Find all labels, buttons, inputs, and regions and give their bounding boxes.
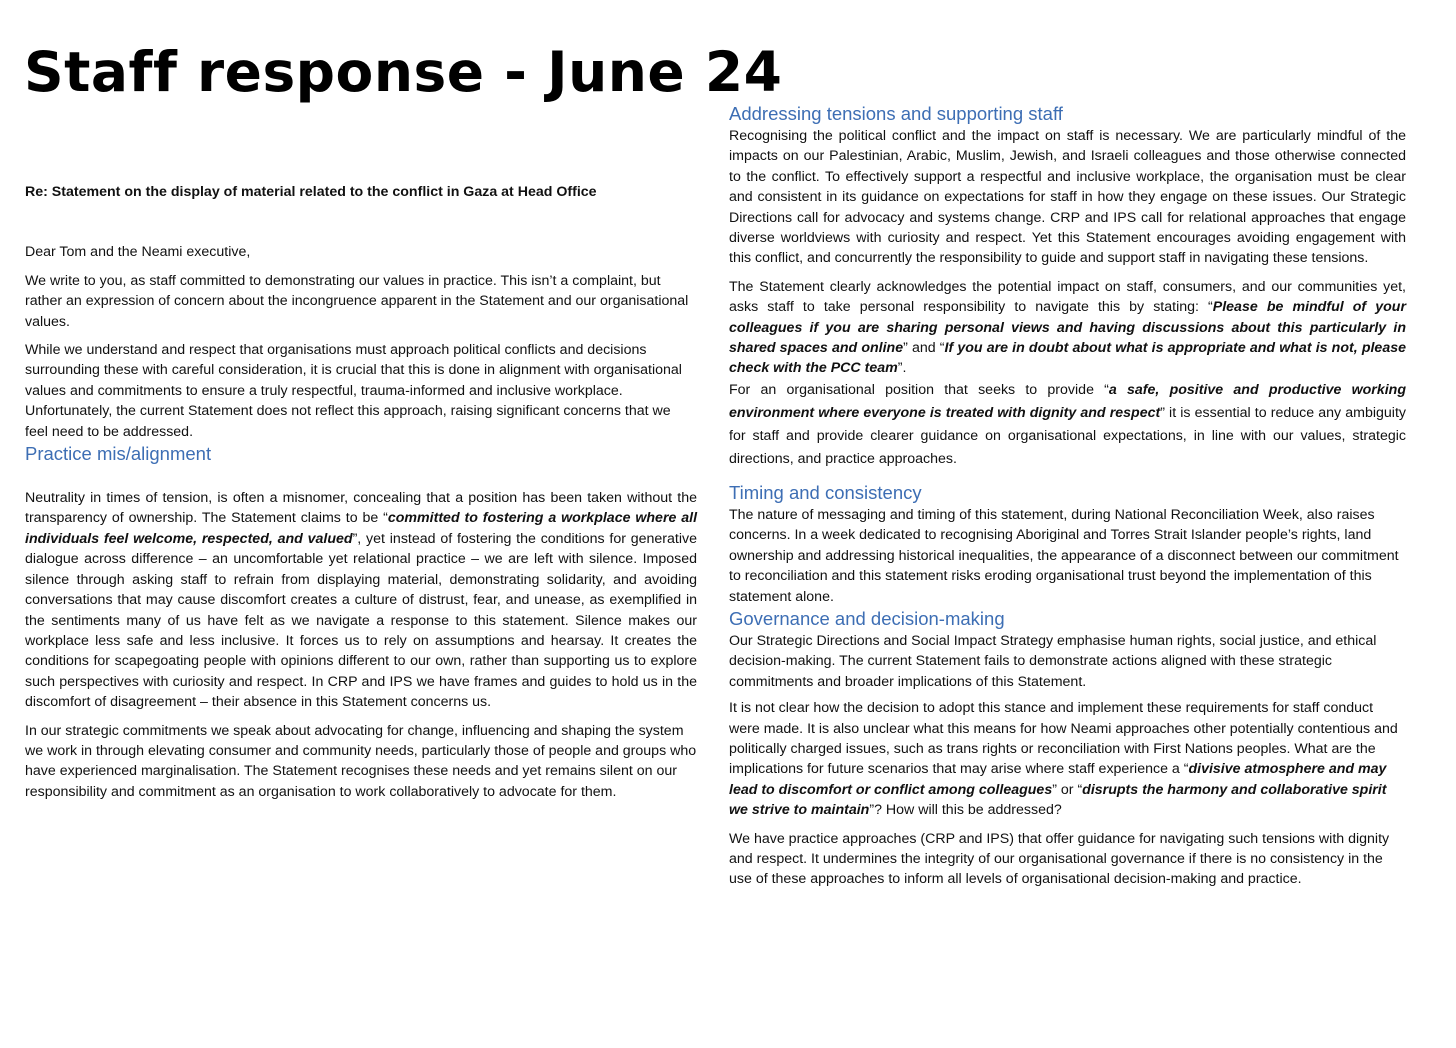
tensions-p3-text-b: ” it is essential to reduce any ambiguity for staff and provide clearer guidance on organisational expectations, in line with our values, strategic directions, and practice approaches.	[729, 404, 1406, 467]
governance-heading: Governance and decision-making	[729, 607, 1005, 629]
tensions-p3-text-a: For an organisational position that seeks to provide “	[729, 381, 1109, 398]
intro-paragraph-1: We write to you, as staff committed to demonstrating our values in practice. This isn’t a complaint, but rather an expression of concern about the incongruence apparent in the Statement and our organisational values.	[25, 272, 689, 330]
tensions-paragraph-3	[729, 379, 1406, 471]
tensions-p2-quote-1: Please be mindful of your colleagues if you are sharing personal views and having discussions about this particularly in shared spaces and online	[729, 299, 1406, 357]
practice-paragraph-2: In our strategic commitments we speak about advocating for change, influencing and shaping the system we work in through elevating consumer and community needs, particularly those of people and groups who have experienced marginalisation. The Statement recognises these needs and yet remains silent on our responsibility and commitment as an organisation to work collaboratively to advocate for them.	[25, 722, 697, 800]
tensions-paragraph-1: Recognising the political conflict and the impact on staff is necessary. We are particularly mindful of the impacts on our Palestinian, Arabic, Muslim, Jewish, and Israeli colleagues and those otherwise connected to the conflict. To effectively support a respectful and inclusive workplace, the organisation must be clear and consistent in its guidance on expectations for staff in how they engage on these issues. Our Strategic Directions call for advocacy and systems change. CRP and IPS call for relational approaches that engage diverse worldviews with curiosity and respect. Yet this Statement encourages avoiding engagement with this conflict, and concurrently the responsibility to guide and support staff in navigating these tensions.	[729, 128, 1406, 267]
tensions-p2-text-b: ” and “	[903, 340, 945, 357]
practice-paragraph-1	[25, 488, 697, 712]
governance-paragraph-3: We have practice approaches (CRP and IPS) that offer guidance for navigating such tensions with dignity and respect. It undermines the integrity of our organisational governance if there is no consistency in the use of these approaches to inform all levels of organisational decision-making and practice.	[729, 830, 1390, 888]
practice-p1-text-a: Neutrality in times of tension, is often a misnomer, concealing that a position has been taken without the transparency of ownership. The Statement claims to be “	[25, 490, 697, 527]
tensions-p2-quote-2: If you are in doubt about what is appropriate and what is not, please check with the PCC team	[729, 340, 1406, 377]
governance-paragraph-1: Our Strategic Directions and Social Impact Strategy emphasise human rights, social justice, and ethical decision-making. The current Statement fails to demonstrate actions aligned with these strategic commitments and broader implications of this Statement.	[729, 632, 1377, 690]
tensions-p3-quote: a safe, positive and productive working environment where everyone is treated with dignity and respect	[729, 381, 1406, 421]
practice-p1-quote: committed to fostering a workplace where all individuals feel welcome, respected, and valued	[25, 510, 698, 547]
tensions-p2-text-a: The Statement clearly acknowledges the potential impact on staff, consumers, and our communities yet, asks staff to take personal responsibility to navigate this by stating: “	[729, 278, 1406, 316]
tensions-heading: Addressing tensions and supporting staff	[729, 103, 1063, 124]
governance-p2-text-a: It is not clear how the decision to adopt this stance and implement these requirements for staff conduct were made. It is also unclear what this means for how Neami approaches other potentially contentious and politically charged issues, such as trans rights or reconciliation with First Nations peoples. What are the implications for future scenarios that may arise where staff experience a “	[729, 700, 1398, 778]
right-column	[729, 102, 1406, 890]
governance-paragraph-2	[729, 698, 1406, 820]
tensions-p2-text-c: ”.	[897, 360, 907, 377]
left-column	[25, 182, 697, 802]
subject-line: Re: Statement on the display of material related to the conflict in Gaza at Head Office	[25, 184, 597, 200]
governance-p2-text-b: ” or “	[1052, 781, 1083, 798]
salutation: Dear Tom and the Neami executive,	[25, 244, 251, 261]
timing-paragraph: The nature of messaging and timing of this statement, during National Reconciliation Week, also raises concerns. In a week dedicated to recognising Aboriginal and Torres Strait Islander people’s rights, land ownership and addressing historical inequalities, the appearance of a disconnect between our commitment to reconciliation and this statement risks eroding organisational trust beyond the implementation of this statement alone.	[729, 506, 1399, 605]
practice-p1-text-b: ”, yet instead of fostering the conditions for generative dialogue across difference – an uncomfortable yet relational practice – we are left with silence. Imposed silence through asking staff to refrain from displaying material, demonstrating solidarity, and avoiding conversations that may cause discomfort creates a culture of distrust, fear, and unease, as exemplified in the sentiments many of us have felt as we navigate a response to this statement. Silence makes our workplace less safe and less inclusive. It forces us to rely on assumptions and hearsay. It creates the conditions for scapegoating people with opinions different to our own, rather than supporting us to explore such perspectives with curiosity and respect. In CRP and IPS we have frames and guides to hold us in the discomfort of disagreement – their absence in this Statement concerns us.	[25, 530, 697, 711]
practice-heading: Practice mis/alignment	[25, 443, 212, 465]
governance-p2-text-c: ”? How will this be addressed?	[869, 802, 1062, 819]
page-title: Staff response - June 24	[24, 40, 783, 104]
governance-p2-quote-2: disrupts the harmony and collaborative spirit we strive to maintain	[729, 781, 1387, 819]
tensions-paragraph-2	[729, 277, 1406, 379]
governance-p2-quote-1: divisive atmosphere and may lead to discomfort or conflict among colleagues	[729, 761, 1387, 798]
timing-heading: Timing and consistency	[729, 481, 922, 503]
intro-paragraph-2: While we understand and respect that organisations must approach political conflicts and decisions surrounding these with careful consideration, it is crucial that this is done in alignment with organisational values and commitments to ensure a truly respectful, trauma-informed and inclusive workplace. Unfortunately, the current Statement does not reflect this approach, raising significant concerns that we feel need to be addressed.	[25, 342, 682, 440]
